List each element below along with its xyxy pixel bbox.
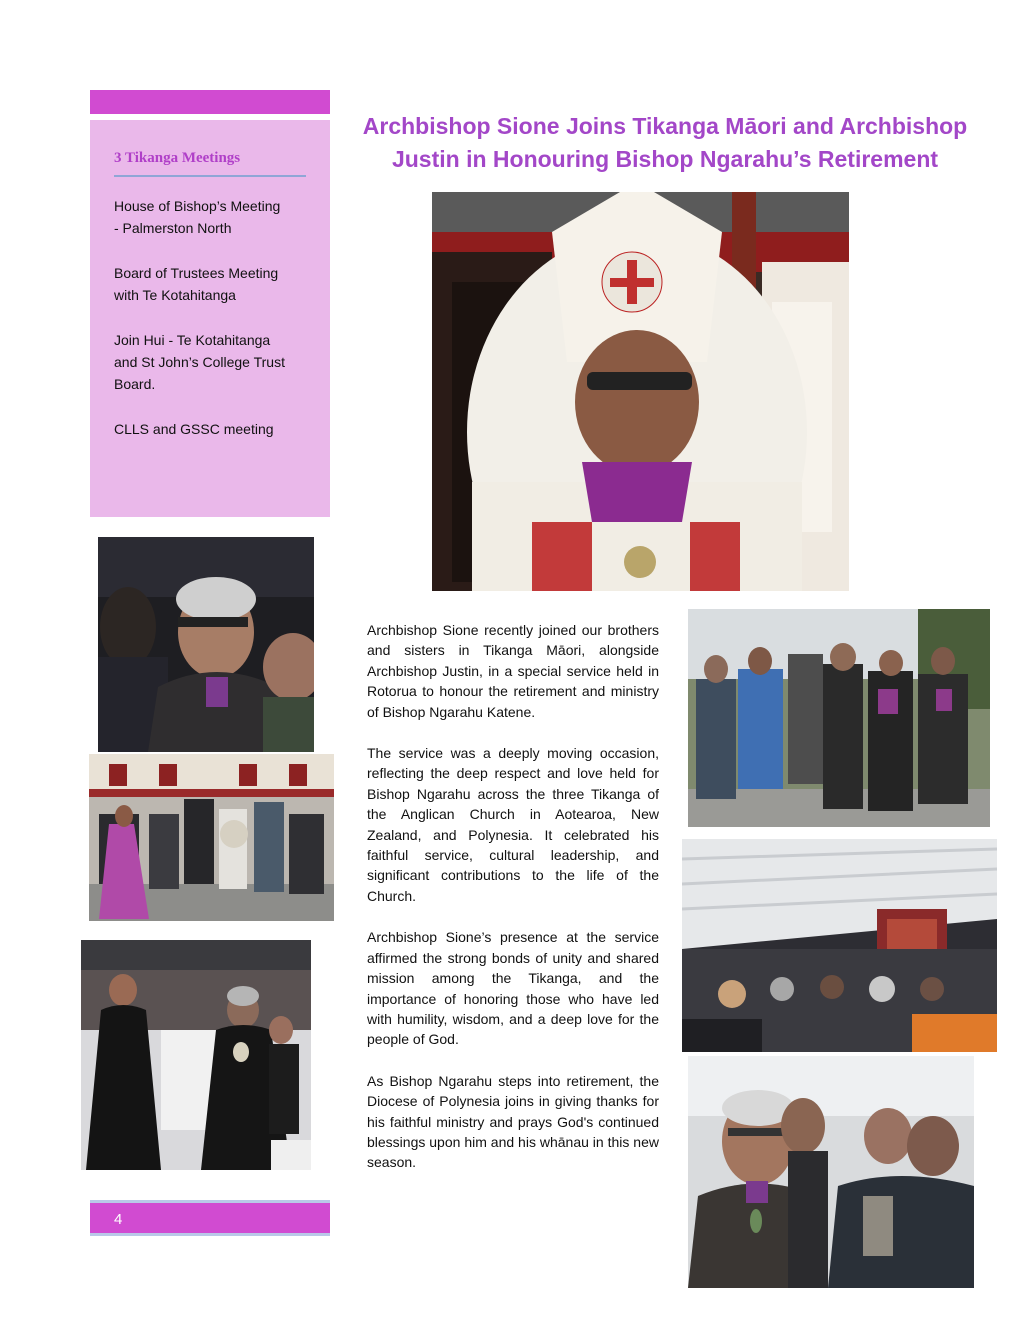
photo-procession-outdoors bbox=[89, 754, 334, 921]
sidebar-item-house-of-bishops: House of Bishop’s Meeting - Palmerston North bbox=[114, 198, 281, 236]
sidebar-item-board-of-trustees: Board of Trustees Meeting with Te Kotahitanga bbox=[114, 265, 279, 303]
article-paragraph-1: Archbishop Sione recently joined our brothers and sisters in Tikanga Māori, alongside Archbishop Justin, in a special service held in Rotorua to honour the retirement and ministry of Bishop Ngarahu Katene. bbox=[367, 622, 659, 720]
photo-elders-greeting-hongi bbox=[688, 1056, 974, 1288]
photo-congregation-under-marquee bbox=[682, 839, 997, 1052]
sidebar-item-join-hui: Join Hui - Te Kotahitanga and St John’s College Trust Board. bbox=[114, 332, 285, 392]
photo-bishops-group-standing bbox=[688, 609, 990, 827]
sidebar-title-rule bbox=[114, 175, 306, 177]
article-paragraph-4: As Bishop Ngarahu steps into retirement, the Diocese of Polynesia joins in giving thanks for his faithful ministry and prays God's continued blessings upon him and his whānau in this new season. bbox=[367, 1072, 659, 1171]
article-title-line-1: Archbishop Sione Joins Tikanga Māori and Archbishop bbox=[362, 113, 968, 139]
sidebar-item-clls-gssc: CLLS and GSSC meeting bbox=[114, 421, 274, 437]
article-paragraph-2: The service was a deeply moving occasion, reflecting the deep respect and love held for Bishop Ngarahu across the three Tikanga of the Anglican Church in Aotearoa, New Zealand, and Polynesia. It celebrated his faithful service, cultural leadership, and significant contributions to the life of the Church. bbox=[367, 745, 659, 904]
main-photo-bishop-mitre bbox=[432, 192, 849, 591]
article-paragraph-3: Archbishop Sione’s presence at the service affirmed the strong bonds of unity and shared mission among the Tikanga, and the importance of honoring those who have led with humility, wisdom, and a deep love for the people of God. bbox=[367, 929, 659, 1048]
sidebar-top-bar bbox=[90, 90, 330, 114]
sidebar-title: 3 Tikanga Meetings bbox=[114, 150, 241, 166]
article-title bbox=[350, 110, 980, 176]
page-number: 4 bbox=[114, 1211, 123, 1228]
article-title-line-2: Justin in Honouring Bishop Ngarahu’s Retirement bbox=[391, 146, 939, 172]
footer-page-bar bbox=[90, 1200, 330, 1236]
article-body bbox=[367, 620, 659, 1194]
sidebar-meetings-box bbox=[90, 120, 330, 517]
photo-women-in-black-with-leaves bbox=[81, 940, 311, 1170]
photo-elder-seated-in-crowd bbox=[98, 537, 314, 752]
